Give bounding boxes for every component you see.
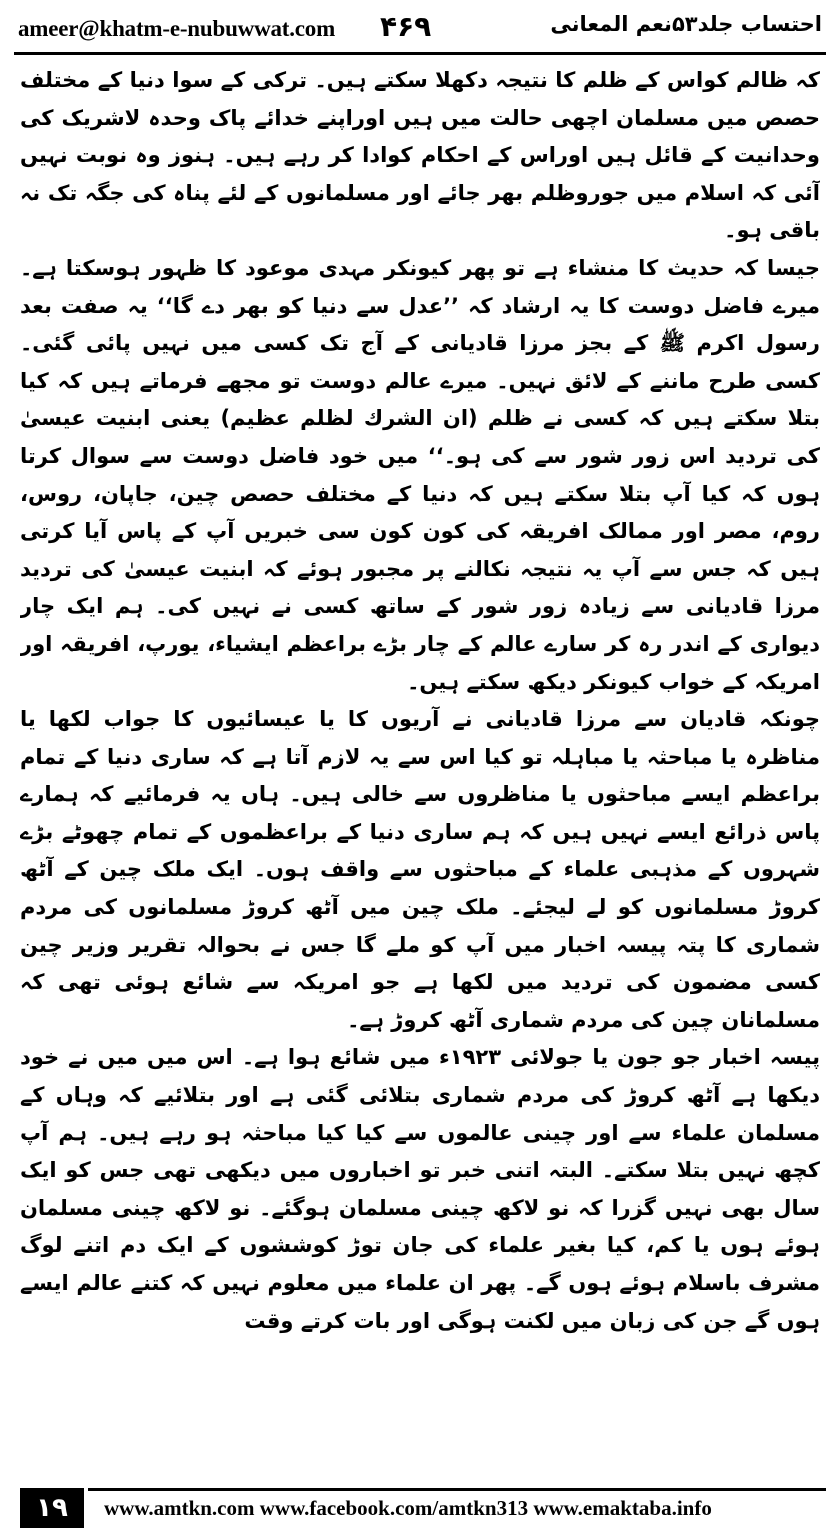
header-page-number: ۴۶۹ — [380, 10, 432, 43]
paragraph-4: پیسہ اخبار جو جون یا جولائی ۱۹۲۳ء میں شائع ہوا ہے۔ اس میں میں نے خود دیکھا ہے آٹھ کروڑ کی مردم شماری بتلائی گئی ہے اور بتلائیے کہ وہاں کے مسلمان علماء سے اور چینی عالموں سے کیا کیا مباحثہ ہو رہے ہیں۔ ہم آپ کچھ نہیں بتلا سکتے۔ البتہ اتنی خبر تو اخباروں میں دیکھی تھی جس کو ایک سال بھی نہیں گزرا کہ نو لاکھ چینی مسلمان ہوگئے۔ نو لاکھ چینی مسلمان ہوئے ہوں یا کم، کیا بغیر علماء کی جان توڑ کوششوں کے ایک دم اتنے لوگ مشرف باسلام ہوئے ہوں گے۔ پھر ان علماء میں معلوم نہیں کہ کتنے عالم ایسے ہوں گے جن کی زبان میں لکنت ہوگی اور بات کرتے وقت — [20, 1045, 820, 1333]
page-body — [20, 62, 820, 1472]
page-header — [18, 10, 822, 50]
header-book-title: احتساب جلد۵۳نعم المعانی — [550, 12, 822, 36]
paragraph-1: کہ ظالم کواس کے ظلم کا نتیجہ دکھلا سکتے ہیں۔ ترکی کے سوا دنیا کے مختلف حصص میں مسلمان اچھی حالت میں ہیں اوراپنے خدائے پاک وحدہ لاشریک کی وحدانیت کے قائل ہیں اوراس کے احکام کوادا کر رہے ہیں۔ ہنوز وہ نوبت نہیں آئی کہ اسلام میں جوروظلم بھر جائے اور مسلمانوں کے لئے پناہ کی جگہ تک نہ باقی ہو۔ — [20, 68, 820, 243]
page-footer — [14, 1488, 826, 1532]
footer-website-links[interactable]: www.amtkn.com www.facebook.com/amtkn313 www.emaktaba.info — [104, 1496, 712, 1520]
header-email-link[interactable]: ameer@khatm-e-nubuwwat.com — [18, 16, 336, 41]
footer-page-number: ۱۹ — [20, 1488, 84, 1528]
header-divider — [14, 52, 826, 55]
paragraph-2: جیسا کہ حدیث کا منشاء ہے تو پھر کیونکر مہدی موعود کا ظہور ہوسکتا ہے۔ میرے فاضل دوست کا یہ ارشاد کہ ’’عدل سے دنیا کو بھر دے گا‘‘ یہ صفت بعد رسول اکرم ﷺ کے بجز مرزا قادیانی کے آج تک کسی میں نہیں پائی گئی۔ کسی طرح ماننے کے لائق نہیں۔ میرے عالم دوست تو مجھے فرماتے ہیں کہ کیا بتلا سکتے ہیں کہ کسی نے ظلم (ان الشرك لظلم عظيم) یعنی ابنیت عیسیٰ کی تردید اس زور شور سے کی ہو۔‘‘ میں خود فاضل دوست سے سوال کرتا ہوں کہ کیا آپ بتلا سکتے ہیں کہ دنیا کے مختلف حصص چین، جاپان، روس، روم، مصر اور ممالک افریقہ کی کون کون سی خبریں آپ کے پاس آیا کرتی ہیں کہ جس سے آپ یہ نتیجہ نکالنے پر مجبور ہوئے کہ ابنیت عیسیٰ کی تردید مرزا قادیانی سے زیادہ زور شور کے ساتھ کسی نے نہیں کی۔ ہم ایک چار دیواری کے اندر رہ کر سارے عالم کے چار بڑے براعظم ایشیاء، یورپ، افریقہ اور امریکہ کے خواب کیونکر دیکھ سکتے ہیں۔ — [20, 255, 820, 694]
paragraph-3: چونکہ قادیان سے مرزا قادیانی نے آریوں کا یا عیسائیوں کا جواب لکھا یا مناظرہ یا مباحثہ یا مباہلہ تو کیا اس سے یہ لازم آتا ہے کہ ساری دنیا کے تمام براعظم ایسے مباحثوں یا مناظروں سے خالی ہیں۔ ہاں یہ فرمائیے کہ ہمارے پاس ذرائع ایسے نہیں ہیں کہ ہم ساری دنیا کے براعظموں کے تمام چھوٹے بڑے شہروں کے مذہبی علماء کے مباحثوں سے واقف ہوں۔ ایک ملک چین کے آٹھ کروڑ مسلمانوں کو لے لیجئے۔ ملک چین میں آٹھ کروڑ مسلمانوں کی مردم شماری کا پتہ پیسہ اخبار میں آپ کو ملے گا جس نے بحوالہ تقریر وزیر چین کسی مضمون کی تردید میں لکھا ہے جو امریکہ سے شائع ہوئی تھی کہ مسلمانان چین کی مردم شماری آٹھ کروڑ ہے۔ — [20, 707, 820, 1032]
footer-divider — [88, 1488, 826, 1491]
